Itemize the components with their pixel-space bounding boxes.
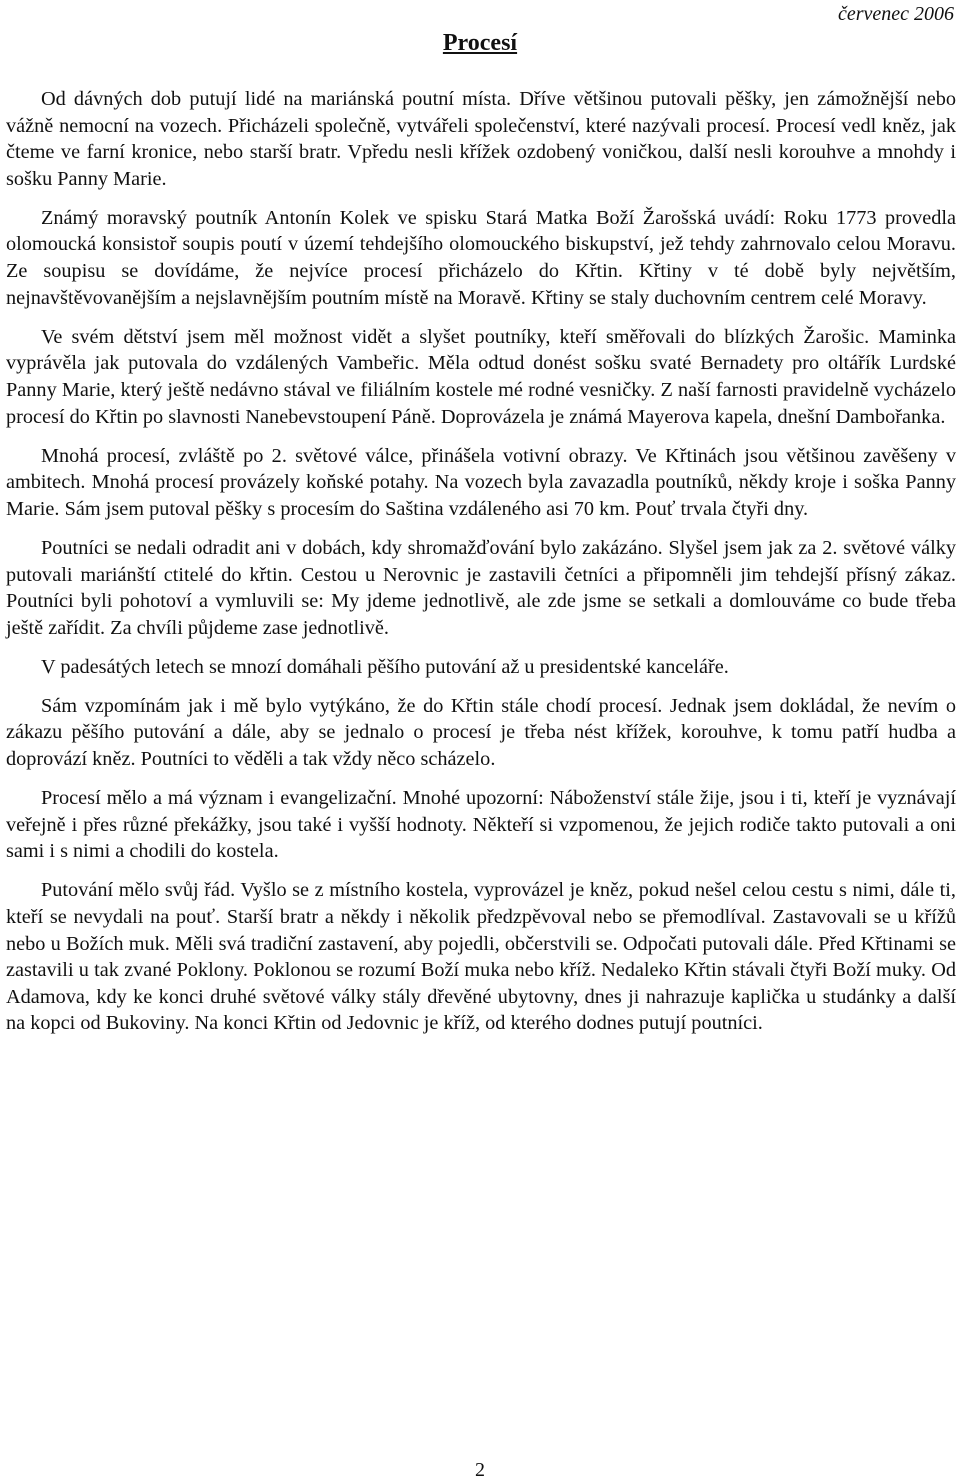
paragraph: Známý moravský poutník Antonín Kolek ve spisku Stará Matka Boží Žarošská uvádí: Roku 1773 provedla olomoucká konsistoř soupis poutí v území tehdejšího olomouckého biskupství, jež tehdy zahrnovalo celou Moravu. Ze soupisu se dovídáme, že nejvíce procesí přicházelo do Křtin. Křtiny v té době byly největším, nejnavštěvovanějším a nejslavnějším poutním místě na Moravě. Křtiny se staly duchovním centrem celé Moravy.: [6, 206, 956, 309]
paragraph: Poutníci se nedali odradit ani v dobách, kdy shromažďování bylo zakázáno. Slyšel jsem jak za 2. světové války putovali mariánští ctitelé do křtin. Cestou u Nerovnic je zastavili četníci a připomněli jim tehdejší přísný zákaz. Poutníci byli pohotoví a vymluvili se: My jdeme jednotlivě, ale zde jsme se setkali a domlouváme co bude třeba ještě zařídit. Za chvíli půjdeme zase jednotlivě.: [6, 536, 956, 639]
paragraph: Procesí mělo a má význam i evangelizační. Mnohé upozorní: Náboženství stále žije, jsou i ti, kteří je vyznávají veřejně i přes různé překážky, jsou také i vyšší hodnoty. Někteří si vzpomenou, že jejich rodiče takto putovali a oni sami i s nimi a chodili do kostela.: [6, 787, 956, 863]
paragraph: Mnohá procesí, zvláště po 2. světové válce, přinášela votivní obrazy. Ve Křtinách jsou většinou zavěšeny v ambitech. Mnohá procesí provázely koňské potahy. Na vozech byla zavazadla poutníků, někdy kroje i soška Panny Marie. Sám jsem putoval pěšky s procesím do Saština vzdáleného asi 70 km. Pouť trvala čtyři dny.: [6, 444, 956, 520]
document-title: Procesí: [442, 30, 518, 56]
paragraph: V padesátých letech se mnozí domáhali pěšího putování až u presidentské kanceláře.: [41, 655, 729, 678]
document-date: červenec 2006: [837, 3, 954, 25]
document-body: [6, 86, 956, 1037]
paragraph: Od dávných dob putují lidé na mariánská poutní místa. Dříve většinou putovali pěšky, jen zámožnější nebo vážně nemocní na vozech. Přicházeli společně, vytvářeli společenství, které nazývali procesí. Procesí vedl kněz, jak čteme ve farní kronice, nebo starší bratr. Vpředu nesli křížek ozdobený voničkou, další nesli korouhve a mnohdy i sošku Panny Marie.: [6, 88, 956, 190]
paragraph: Sám vzpomínám jak i mě bylo vytýkáno, že do Křtin stále chodí procesí. Jednak jsem dokládal, že nevím o zákazu pěšího putování a dále, aby se jednalo o procesí je třeba nést křížek, korouhve, k tomu patří hudba a doprovází kněz. Poutníci to věděli a tak vždy něco scházelo.: [6, 694, 956, 771]
paragraph: Putování mělo svůj řád. Vyšlo se z místního kostela, vyprovázel je kněz, pokud nešel celou cestu s nimi, dále ti, kteří se nevydali na pouť. Starší bratr a někdy i několik předzpěvoval nebo se přemodlíval. Zastavovali se u křížů nebo u Božích muk. Měli svá tradiční zastavení, aby pojedli, občerstvili se. Odpočati putovali dále. Před Křtinami se zastavili u tak zvané Poklony. Poklonou se rozumí Boží muka nebo kříž. Nedaleko Křtin stávali čtyři Boží muky. Od Adamova, kdy ke konci druhé světové války stály dřevěné ubytovny, dnes ji nahrazuje kaplička u studánky a další na kopci od Bukoviny. Na konci Křtin od Jedovnic je kříž, od kterého dodnes putují poutníci.: [6, 879, 956, 1035]
paragraph: Ve svém dětství jsem měl možnost vidět a slyšet poutníky, kteří směřovali do blízkých Žarošic. Maminka vyprávěla jak putovala do vzdálených Vambeřic. Měla odtud donést sošku svaté Bernadety pro oltářík Lurdské Panny Marie, který ještě nedávno stával ve filiálním kostele mé rodné vesničky. Z naší farnosti pravidelně vycházelo procesí do Křtin po slavnosti Nanebevstoupení Páně. Doprovázela je známá Mayerova kapela, dnešní Dambořanka.: [6, 325, 956, 428]
page-number: 2: [475, 1459, 485, 1481]
